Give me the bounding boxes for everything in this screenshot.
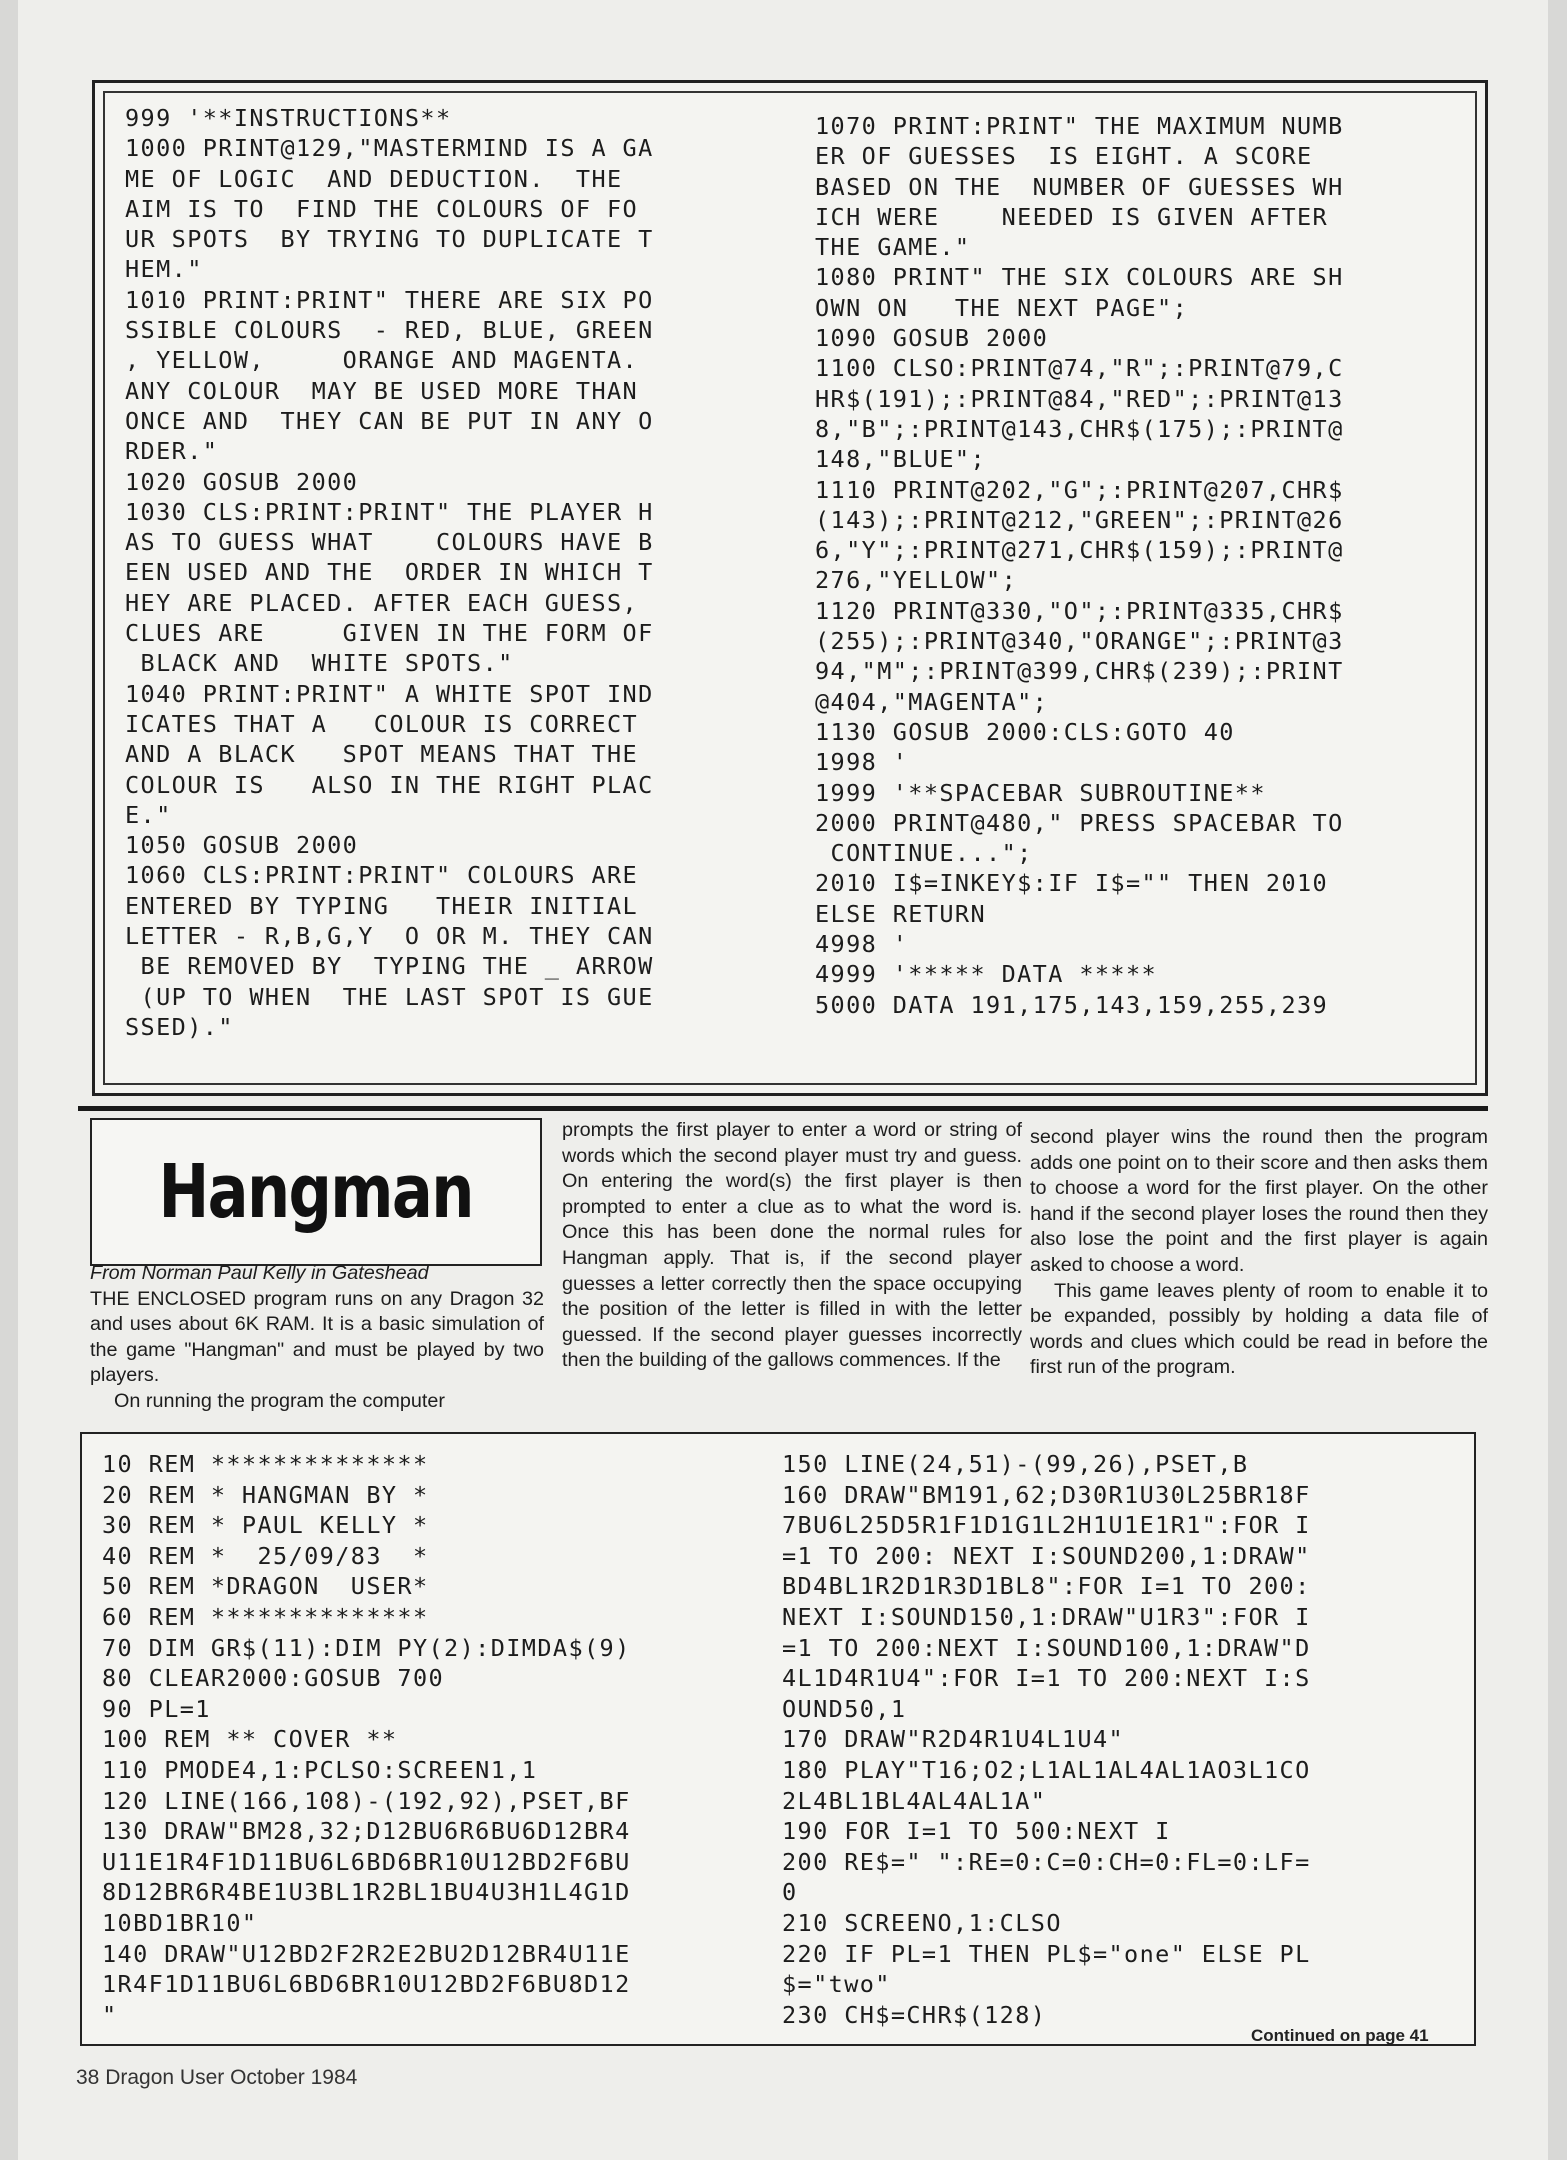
code-line: 2L4BL1BL4AL4AL1A"	[782, 1786, 1047, 1815]
code-line: 140 DRAW"U12BD2F2R2E2BU2D12BR4U11E	[102, 1939, 631, 1968]
code-line: HEY ARE PLACED. AFTER EACH GUESS,	[125, 588, 639, 617]
code-line: 4998 '	[815, 930, 909, 959]
code-line: COLOUR IS ALSO IN THE RIGHT PLAC	[125, 770, 654, 799]
mastermind-listing-right-column	[815, 111, 1344, 1020]
code-line: BE REMOVED BY TYPING THE _ ARROW	[125, 952, 654, 981]
code-line: 90 PL=1	[102, 1694, 211, 1723]
code-line: ONCE AND THEY CAN BE PUT IN ANY O	[125, 406, 654, 435]
code-line: 1110 PRINT@202,"G";:PRINT@207,CHR$	[815, 475, 1344, 504]
code-line: 1120 PRINT@330,"O";:PRINT@335,CHR$	[815, 596, 1344, 625]
code-line: LETTER - R,B,G,Y O OR M. THEY CAN	[125, 922, 654, 951]
code-line: 50 REM *DRAGON USER*	[102, 1572, 429, 1601]
code-line: "	[102, 2000, 118, 2029]
code-line: AIM IS TO FIND THE COLOURS OF FO	[125, 194, 639, 223]
code-line: (255);:PRINT@340,"ORANGE";:PRINT@3	[815, 627, 1344, 656]
code-line: 1050 GOSUB 2000	[125, 831, 359, 860]
article-paragraph: second player wins the round then the program adds one point on to their score and then asks them to choose a word for the first player. On the other hand if the second player loses the round then they also lose the point and the first player is again asked to choose a word.	[1030, 1126, 1488, 1276]
code-line: CLUES ARE GIVEN IN THE FORM OF	[125, 619, 654, 648]
article-paragraph: prompts the first player to enter a word or string of words which the second player must try and guess. On entering the word(s) the first player is then prompted to enter a clue as to what the word is. Once this has been done the normal rules for Hangman apply. That is, if the second player guesses a letter correctly then the space occupying the position of the letter is filled in with the letter guessed. If the second player guesses incorrectly then the building of the gallows commences. If the	[562, 1119, 1022, 1372]
code-line: 40 REM * 25/09/83 *	[102, 1541, 429, 1570]
code-line: 8D12BR6R4BE1U3BL1R2BL1BU4U3H1L4G1D	[102, 1878, 631, 1907]
code-line: OUND50,1	[782, 1694, 907, 1723]
code-line: ENTERED BY TYPING THEIR INITIAL	[125, 891, 639, 920]
code-line: EEN USED AND THE ORDER IN WHICH T	[125, 558, 654, 587]
code-line: 1R4F1D11BU6L6BD6BR10U12BD2F6BU8D12	[102, 1970, 631, 1999]
code-line: 20 REM * HANGMAN BY *	[102, 1480, 429, 1509]
code-line: 2000 PRINT@480," PRESS SPACEBAR TO	[815, 808, 1344, 837]
code-line: 1060 CLS:PRINT:PRINT" COLOURS ARE	[125, 861, 639, 890]
code-line: 30 REM * PAUL KELLY *	[102, 1511, 429, 1540]
hangman-listing-left-column	[102, 1449, 631, 2030]
mastermind-listing-left-column	[125, 103, 654, 1042]
code-line: 999 '**INSTRUCTIONS**	[125, 104, 452, 132]
code-line: =1 TO 200:NEXT I:SOUND100,1:DRAW"D	[782, 1633, 1311, 1662]
code-line: RDER."	[125, 437, 219, 466]
code-line: 1090 GOSUB 2000	[815, 324, 1049, 353]
code-line: 1020 GOSUB 2000	[125, 467, 359, 496]
hangman-listing-box	[80, 1432, 1476, 2046]
code-line: AS TO GUESS WHAT COLOURS HAVE B	[125, 528, 654, 557]
code-line: SSED)."	[125, 1012, 234, 1041]
code-line: 10 REM **************	[102, 1450, 429, 1478]
code-line: 60 REM **************	[102, 1602, 429, 1631]
code-line: 1100 CLSO:PRINT@74,"R";:PRINT@79,C	[815, 354, 1344, 383]
code-line: 4999 '***** DATA *****	[815, 960, 1158, 989]
page-folio: 38 Dragon User October 1984	[76, 2066, 358, 2089]
code-line: 4L1D4R1U4":FOR I=1 TO 200:NEXT I:S	[782, 1664, 1311, 1693]
code-line: E."	[125, 800, 172, 829]
code-line: SSIBLE COLOURS - RED, BLUE, GREEN	[125, 316, 654, 345]
code-line: 1080 PRINT" THE SIX COLOURS ARE SH	[815, 263, 1344, 292]
code-line: 1999 '**SPACEBAR SUBROUTINE**	[815, 778, 1266, 807]
hangman-listing-right-column	[782, 1449, 1311, 2030]
article-byline: From Norman Paul Kelly in Gateshead	[90, 1262, 429, 1284]
code-line: 200 RE$=" ":RE=0:C=0:CH=0:FL=0:LF=	[782, 1847, 1311, 1876]
code-line: 1070 PRINT:PRINT" THE MAXIMUM NUMB	[815, 112, 1344, 140]
code-line: 160 DRAW"BM191,62;D30R1U30L25BR18F	[782, 1480, 1311, 1509]
article-title-box	[90, 1118, 542, 1266]
code-line: UR SPOTS BY TRYING TO DUPLICATE T	[125, 225, 654, 254]
article-column-2	[562, 1118, 1022, 1374]
code-line: 1040 PRINT:PRINT" A WHITE SPOT IND	[125, 679, 654, 708]
code-line: 1030 CLS:PRINT:PRINT" THE PLAYER H	[125, 497, 654, 526]
code-line: NEXT I:SOUND150,1:DRAW"U1R3":FOR I	[782, 1602, 1311, 1631]
code-line: 10BD1BR10"	[102, 1908, 258, 1937]
code-line: 210 SCREENO,1:CLSO	[782, 1908, 1062, 1937]
article-paragraph: THE ENCLOSED program runs on any Dragon 32 and uses about 6K RAM. It is a basic simulation of the game "Hangman" and must be played by two players.	[90, 1287, 544, 1387]
code-line: ME OF LOGIC AND DEDUCTION. THE	[125, 164, 623, 193]
code-line: 190 FOR I=1 TO 500:NEXT I	[782, 1817, 1171, 1846]
code-line: U11E1R4F1D11BU6L6BD6BR10U12BD2F6BU	[102, 1847, 631, 1876]
article-title: Hangman	[158, 1149, 474, 1235]
code-line: OWN ON THE NEXT PAGE";	[815, 293, 1189, 322]
code-line: BD4BL1R2D1R3D1BL8":FOR I=1 TO 200:	[782, 1572, 1311, 1601]
code-line: 0	[782, 1878, 798, 1907]
code-line: 6,"Y";:PRINT@271,CHR$(159);:PRINT@	[815, 536, 1344, 565]
code-line: =1 TO 200: NEXT I:SOUND200,1:DRAW"	[782, 1541, 1311, 1570]
code-line: 94,"M";:PRINT@399,CHR$(239);:PRINT	[815, 657, 1344, 686]
code-line: ICH WERE NEEDED IS GIVEN AFTER	[815, 202, 1329, 231]
code-line: $="two"	[782, 1970, 891, 1999]
article-paragraph: On running the program the computer	[114, 1389, 445, 1412]
code-line: 276,"YELLOW";	[815, 566, 1018, 595]
code-line: 180 PLAY"T16;O2;L1AL1AL4AL1AO3L1CO	[782, 1755, 1311, 1784]
article-column-1	[90, 1261, 544, 1415]
code-line: ER OF GUESSES IS EIGHT. A SCORE	[815, 142, 1313, 171]
code-line: (UP TO WHEN THE LAST SPOT IS GUE	[125, 982, 654, 1011]
code-line: ICATES THAT A COLOUR IS CORRECT	[125, 709, 639, 738]
code-line: 110 PMODE4,1:PCLSO:SCREEN1,1	[102, 1755, 538, 1784]
code-line: 1000 PRINT@129,"MASTERMIND IS A GA	[125, 134, 654, 163]
code-line: 148,"BLUE";	[815, 445, 987, 474]
code-line: 8,"B";:PRINT@143,CHR$(175);:PRINT@	[815, 414, 1344, 443]
code-line: 120 LINE(166,108)-(192,92),PSET,BF	[102, 1786, 631, 1815]
code-line: 70 DIM GR$(11):DIM PY(2):DIMDA$(9)	[102, 1633, 631, 1662]
code-line: HEM."	[125, 255, 203, 284]
code-line: 5000 DATA 191,175,143,159,255,239	[815, 990, 1329, 1019]
code-line: 170 DRAW"R2D4R1U4L1U4"	[782, 1725, 1125, 1754]
code-line: THE GAME."	[815, 233, 971, 262]
magazine-page	[18, 0, 1548, 2160]
code-line: 1998 '	[815, 748, 909, 777]
code-line: 1010 PRINT:PRINT" THERE ARE SIX PO	[125, 285, 654, 314]
code-line: 7BU6L25D5R1F1D1G1L2H1U1E1R1":FOR I	[782, 1511, 1311, 1540]
code-line: 100 REM ** COVER **	[102, 1725, 398, 1754]
code-line: ANY COLOUR MAY BE USED MORE THAN	[125, 376, 639, 405]
code-line: AND A BLACK SPOT MEANS THAT THE	[125, 740, 639, 769]
article-column-3	[1030, 1125, 1488, 1381]
code-line: @404,"MAGENTA";	[815, 687, 1049, 716]
section-rule	[78, 1106, 1488, 1111]
continued-note: Continued on page 41	[1251, 2026, 1429, 2045]
code-line: 80 CLEAR2000:GOSUB 700	[102, 1664, 445, 1693]
code-line: 1130 GOSUB 2000:CLS:GOTO 40	[815, 717, 1235, 746]
code-line: 230 CH$=CHR$(128)	[782, 2000, 1047, 2029]
article-paragraph: This game leaves plenty of room to enable it to be expanded, possibly by holding a data file of words and clues which could be read in before the first run of the program.	[1030, 1279, 1488, 1379]
code-line: 220 IF PL=1 THEN PL$="one" ELSE PL	[782, 1939, 1311, 1968]
code-line: 150 LINE(24,51)-(99,26),PSET,B	[782, 1450, 1249, 1478]
code-line: BASED ON THE NUMBER OF GUESSES WH	[815, 172, 1344, 201]
code-line: BLACK AND WHITE SPOTS."	[125, 649, 514, 678]
mastermind-listing-box	[92, 80, 1488, 1096]
code-line: 2010 I$=INKEY$:IF I$="" THEN 2010	[815, 869, 1329, 898]
code-line: (143);:PRINT@212,"GREEN";:PRINT@26	[815, 505, 1344, 534]
code-line: CONTINUE...";	[815, 839, 1033, 868]
code-line: 130 DRAW"BM28,32;D12BU6R6BU6D12BR4	[102, 1817, 631, 1846]
code-line: ELSE RETURN	[815, 899, 987, 928]
code-line: , YELLOW, ORANGE AND MAGENTA.	[125, 346, 639, 375]
code-line: HR$(191);:PRINT@84,"RED";:PRINT@13	[815, 384, 1344, 413]
